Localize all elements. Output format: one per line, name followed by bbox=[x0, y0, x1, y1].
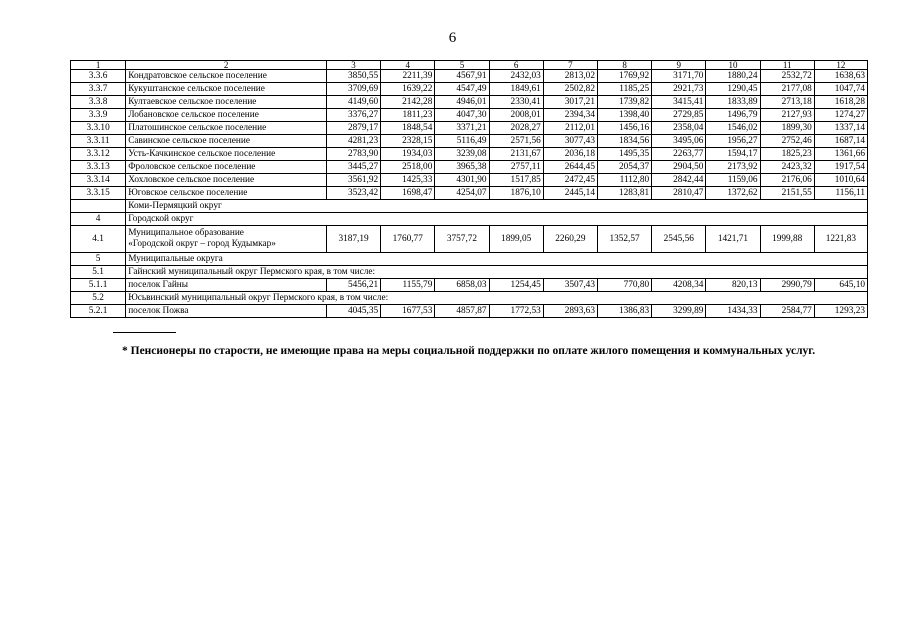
value-cell: 1047,74 bbox=[814, 83, 867, 96]
row-name: Савинское сельское поселение bbox=[126, 135, 327, 148]
value-cell: 3445,27 bbox=[326, 161, 380, 174]
table-row bbox=[71, 266, 868, 279]
row-name: Фроловское сельское поселение bbox=[126, 161, 327, 174]
row-number: 3.3.9 bbox=[71, 109, 126, 122]
value-cell: 2472,45 bbox=[543, 174, 597, 187]
value-cell: 4547,49 bbox=[435, 83, 489, 96]
row-name: Платошинское сельское поселение bbox=[126, 122, 327, 135]
table-row bbox=[71, 122, 868, 135]
column-header: 6 bbox=[489, 61, 543, 70]
row-number bbox=[71, 200, 126, 213]
value-cell: 820,13 bbox=[706, 279, 760, 292]
value-cell: 1772,53 bbox=[489, 305, 543, 318]
value-cell: 2112,01 bbox=[543, 122, 597, 135]
value-cell: 3415,41 bbox=[652, 96, 706, 109]
value-cell: 1876,10 bbox=[489, 187, 543, 200]
value-cell: 1386,83 bbox=[597, 305, 651, 318]
value-cell: 770,80 bbox=[597, 279, 651, 292]
value-cell: 2810,47 bbox=[652, 187, 706, 200]
value-cell: 1833,89 bbox=[706, 96, 760, 109]
row-name: Кукуштанское сельское поселение bbox=[126, 83, 327, 96]
row-name: поселок Гайны bbox=[126, 279, 327, 292]
table-row bbox=[71, 83, 868, 96]
row-name: Усть-Качкинское сельское поселение bbox=[126, 148, 327, 161]
value-cell: 1769,92 bbox=[597, 70, 651, 83]
column-header: 1 bbox=[71, 61, 126, 70]
value-cell: 2813,02 bbox=[543, 70, 597, 83]
value-cell: 4208,34 bbox=[652, 279, 706, 292]
value-cell: 3561,92 bbox=[326, 174, 380, 187]
column-header: 7 bbox=[543, 61, 597, 70]
value-cell: 2729,85 bbox=[652, 109, 706, 122]
value-cell: 2008,01 bbox=[489, 109, 543, 122]
value-cell: 1221,83 bbox=[814, 226, 867, 253]
value-cell: 2752,46 bbox=[760, 135, 814, 148]
value-cell: 3187,19 bbox=[326, 226, 380, 253]
value-cell: 3709,69 bbox=[326, 83, 380, 96]
table-row bbox=[71, 213, 868, 226]
value-cell: 1760,77 bbox=[381, 226, 435, 253]
value-cell: 645,10 bbox=[814, 279, 867, 292]
column-header: 12 bbox=[814, 61, 867, 70]
table-row bbox=[71, 253, 868, 266]
data-table bbox=[70, 60, 868, 318]
value-cell: 2432,03 bbox=[489, 70, 543, 83]
value-cell: 1917,54 bbox=[814, 161, 867, 174]
column-header: 4 bbox=[381, 61, 435, 70]
value-cell: 2893,63 bbox=[543, 305, 597, 318]
value-cell: 4567,91 bbox=[435, 70, 489, 83]
value-cell: 1156,11 bbox=[814, 187, 867, 200]
row-number: 4 bbox=[71, 213, 126, 226]
value-cell: 2028,27 bbox=[489, 122, 543, 135]
value-cell: 3507,43 bbox=[543, 279, 597, 292]
value-cell: 1372,62 bbox=[706, 187, 760, 200]
value-cell: 1934,03 bbox=[381, 148, 435, 161]
value-cell: 2713,18 bbox=[760, 96, 814, 109]
value-cell: 2394,34 bbox=[543, 109, 597, 122]
value-cell: 2328,15 bbox=[381, 135, 435, 148]
value-cell: 2036,18 bbox=[543, 148, 597, 161]
column-header: 2 bbox=[126, 61, 327, 70]
table-row bbox=[71, 279, 868, 292]
row-number: 5.1 bbox=[71, 266, 126, 279]
value-cell: 4045,35 bbox=[326, 305, 380, 318]
value-cell: 1825,23 bbox=[760, 148, 814, 161]
table-row bbox=[71, 200, 868, 213]
value-cell: 2263,77 bbox=[652, 148, 706, 161]
value-cell: 1254,45 bbox=[489, 279, 543, 292]
value-cell: 3495,06 bbox=[652, 135, 706, 148]
table-row bbox=[71, 161, 868, 174]
value-cell: 4254,07 bbox=[435, 187, 489, 200]
row-name: поселок Пожва bbox=[126, 305, 327, 318]
value-cell: 1159,06 bbox=[706, 174, 760, 187]
table-row bbox=[71, 109, 868, 122]
value-cell: 2571,56 bbox=[489, 135, 543, 148]
value-cell: 1010,64 bbox=[814, 174, 867, 187]
value-cell: 1495,35 bbox=[597, 148, 651, 161]
value-cell: 2211,39 bbox=[381, 70, 435, 83]
value-cell: 4281,23 bbox=[326, 135, 380, 148]
table-row bbox=[71, 187, 868, 200]
section-title: Муниципальные округа bbox=[126, 253, 868, 266]
value-cell: 1834,56 bbox=[597, 135, 651, 148]
value-cell: 1398,40 bbox=[597, 109, 651, 122]
value-cell: 3077,43 bbox=[543, 135, 597, 148]
column-header: 5 bbox=[435, 61, 489, 70]
value-cell: 1274,27 bbox=[814, 109, 867, 122]
value-cell: 3757,72 bbox=[435, 226, 489, 253]
table-row bbox=[71, 96, 868, 109]
value-cell: 1848,54 bbox=[381, 122, 435, 135]
row-number: 3.3.8 bbox=[71, 96, 126, 109]
value-cell: 4149,60 bbox=[326, 96, 380, 109]
column-header: 3 bbox=[326, 61, 380, 70]
value-cell: 1456,16 bbox=[597, 122, 651, 135]
value-cell: 5456,21 bbox=[326, 279, 380, 292]
value-cell: 1337,14 bbox=[814, 122, 867, 135]
value-cell: 1677,53 bbox=[381, 305, 435, 318]
table-row bbox=[71, 226, 868, 253]
value-cell: 2842,44 bbox=[652, 174, 706, 187]
value-cell: 1290,45 bbox=[706, 83, 760, 96]
value-cell: 1956,27 bbox=[706, 135, 760, 148]
page-number: 6 bbox=[448, 30, 457, 46]
value-cell: 3299,89 bbox=[652, 305, 706, 318]
value-cell: 6858,03 bbox=[435, 279, 489, 292]
row-name: Лобановское сельское поселение bbox=[126, 109, 327, 122]
row-number: 5.2.1 bbox=[71, 305, 126, 318]
row-number: 4.1 bbox=[71, 226, 126, 253]
row-name: Юговское сельское поселение bbox=[126, 187, 327, 200]
value-cell: 1639,22 bbox=[381, 83, 435, 96]
table-row bbox=[71, 174, 868, 187]
column-header: 8 bbox=[597, 61, 651, 70]
value-cell: 2173,92 bbox=[706, 161, 760, 174]
value-cell: 2502,82 bbox=[543, 83, 597, 96]
value-cell: 2358,04 bbox=[652, 122, 706, 135]
row-number: 5 bbox=[71, 253, 126, 266]
value-cell: 3850,55 bbox=[326, 70, 380, 83]
value-cell: 1361,66 bbox=[814, 148, 867, 161]
row-number: 5.1.1 bbox=[71, 279, 126, 292]
value-cell: 1155,79 bbox=[381, 279, 435, 292]
value-cell: 3376,27 bbox=[326, 109, 380, 122]
value-cell: 1638,63 bbox=[814, 70, 867, 83]
value-cell: 4857,87 bbox=[435, 305, 489, 318]
value-cell: 1546,02 bbox=[706, 122, 760, 135]
value-cell: 4301,90 bbox=[435, 174, 489, 187]
table-header-row bbox=[71, 61, 868, 70]
footnote-rule bbox=[113, 332, 176, 333]
row-name-line: «Городской округ – город Кудымкар» bbox=[128, 239, 276, 249]
value-cell: 1352,57 bbox=[597, 226, 651, 253]
value-cell: 1899,05 bbox=[489, 226, 543, 253]
value-cell: 1421,71 bbox=[706, 226, 760, 253]
value-cell: 2131,67 bbox=[489, 148, 543, 161]
column-header: 10 bbox=[706, 61, 760, 70]
value-cell: 1496,79 bbox=[706, 109, 760, 122]
table-row bbox=[71, 305, 868, 318]
value-cell: 2176,06 bbox=[760, 174, 814, 187]
table-body bbox=[71, 61, 868, 318]
row-number: 3.3.12 bbox=[71, 148, 126, 161]
section-title: Гайнский муниципальный округ Пермского края, в том числе: bbox=[126, 266, 868, 279]
value-cell: 1293,23 bbox=[814, 305, 867, 318]
value-cell: 3523,42 bbox=[326, 187, 380, 200]
footnote: * Пенсионеры по старости, не имеющие права на меры социальной поддержки по оплате жилого помещения и коммунальных услуг. bbox=[122, 345, 816, 357]
value-cell: 1849,61 bbox=[489, 83, 543, 96]
value-cell: 1811,23 bbox=[381, 109, 435, 122]
section-title: Коми-Пермяцкий округ bbox=[126, 200, 868, 213]
row-number: 3.3.15 bbox=[71, 187, 126, 200]
value-cell: 1185,25 bbox=[597, 83, 651, 96]
value-cell: 3017,21 bbox=[543, 96, 597, 109]
value-cell: 2151,55 bbox=[760, 187, 814, 200]
value-cell: 1999,88 bbox=[760, 226, 814, 253]
value-cell: 5116,49 bbox=[435, 135, 489, 148]
value-cell: 2532,72 bbox=[760, 70, 814, 83]
value-cell: 2990,79 bbox=[760, 279, 814, 292]
table-row bbox=[71, 135, 868, 148]
value-cell: 1687,14 bbox=[814, 135, 867, 148]
column-header: 11 bbox=[760, 61, 814, 70]
table-row bbox=[71, 292, 868, 305]
value-cell: 2904,50 bbox=[652, 161, 706, 174]
value-cell: 2584,77 bbox=[760, 305, 814, 318]
row-number: 3.3.10 bbox=[71, 122, 126, 135]
value-cell: 3171,70 bbox=[652, 70, 706, 83]
value-cell: 1425,33 bbox=[381, 174, 435, 187]
row-number: 3.3.6 bbox=[71, 70, 126, 83]
value-cell: 1517,85 bbox=[489, 174, 543, 187]
value-cell: 1698,47 bbox=[381, 187, 435, 200]
value-cell: 2921,73 bbox=[652, 83, 706, 96]
row-name-line: Муниципальное образование bbox=[128, 228, 244, 238]
value-cell: 2757,11 bbox=[489, 161, 543, 174]
value-cell: 2260,29 bbox=[543, 226, 597, 253]
row-number: 3.3.13 bbox=[71, 161, 126, 174]
row-number: 5.2 bbox=[71, 292, 126, 305]
value-cell: 1899,30 bbox=[760, 122, 814, 135]
value-cell: 2330,41 bbox=[489, 96, 543, 109]
row-name: Хохловское сельское поселение bbox=[126, 174, 327, 187]
table-row bbox=[71, 70, 868, 83]
column-header: 9 bbox=[652, 61, 706, 70]
value-cell: 2518,00 bbox=[381, 161, 435, 174]
value-cell: 3965,38 bbox=[435, 161, 489, 174]
section-title: Городской округ bbox=[126, 213, 868, 226]
value-cell: 3371,21 bbox=[435, 122, 489, 135]
value-cell: 3239,08 bbox=[435, 148, 489, 161]
value-cell: 2783,90 bbox=[326, 148, 380, 161]
value-cell: 1112,80 bbox=[597, 174, 651, 187]
value-cell: 2879,17 bbox=[326, 122, 380, 135]
value-cell: 4047,30 bbox=[435, 109, 489, 122]
row-number: 3.3.11 bbox=[71, 135, 126, 148]
value-cell: 2177,08 bbox=[760, 83, 814, 96]
value-cell: 2445,14 bbox=[543, 187, 597, 200]
value-cell: 4946,01 bbox=[435, 96, 489, 109]
value-cell: 1434,33 bbox=[706, 305, 760, 318]
value-cell: 2142,28 bbox=[381, 96, 435, 109]
value-cell: 2423,32 bbox=[760, 161, 814, 174]
section-title: Юсьвинский муниципальный округ Пермского края, в том числе: bbox=[126, 292, 868, 305]
value-cell: 2644,45 bbox=[543, 161, 597, 174]
value-cell: 1618,28 bbox=[814, 96, 867, 109]
value-cell: 1594,17 bbox=[706, 148, 760, 161]
value-cell: 1880,24 bbox=[706, 70, 760, 83]
value-cell: 2545,56 bbox=[652, 226, 706, 253]
row-name bbox=[126, 226, 327, 253]
table-row bbox=[71, 148, 868, 161]
row-name: Кондратовское сельское поселение bbox=[126, 70, 327, 83]
value-cell: 2127,93 bbox=[760, 109, 814, 122]
row-name: Култаевское сельское поселение bbox=[126, 96, 327, 109]
value-cell: 1283,81 bbox=[597, 187, 651, 200]
row-number: 3.3.14 bbox=[71, 174, 126, 187]
value-cell: 1739,82 bbox=[597, 96, 651, 109]
value-cell: 2054,37 bbox=[597, 161, 651, 174]
row-number: 3.3.7 bbox=[71, 83, 126, 96]
